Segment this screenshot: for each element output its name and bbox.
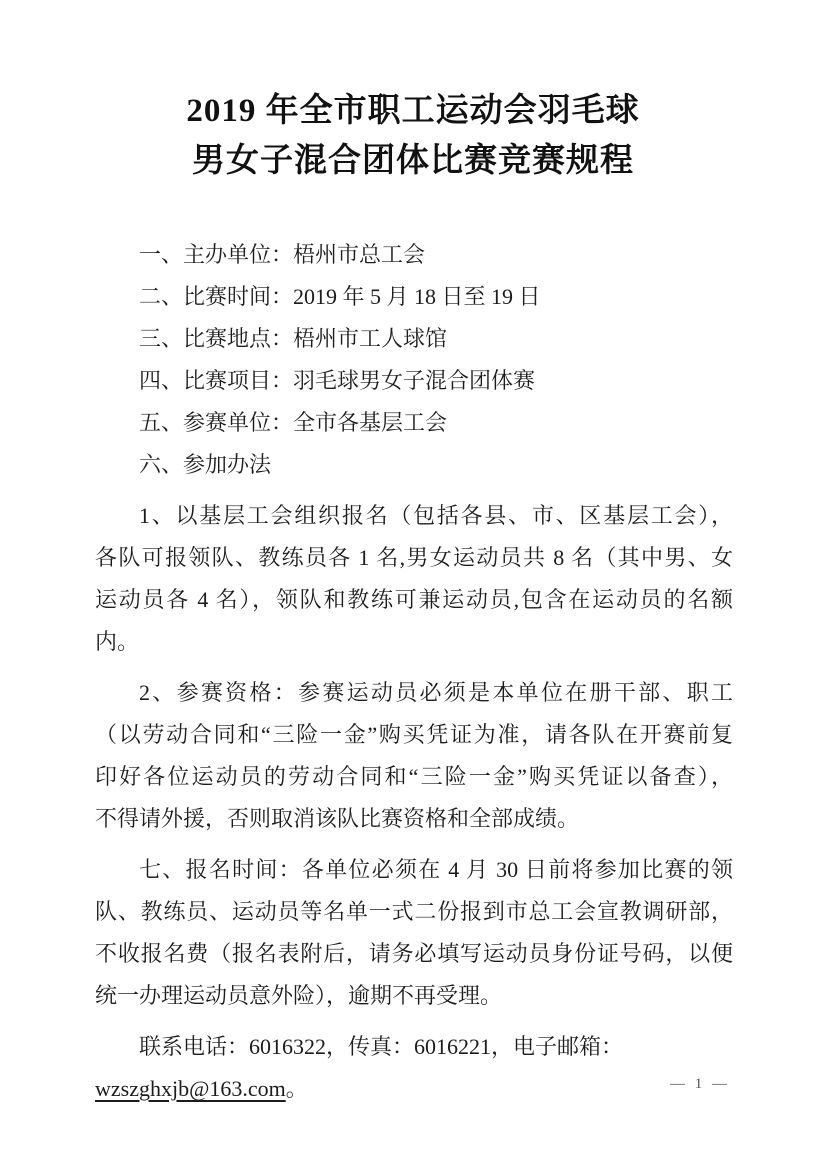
paragraph-deadline: [95, 849, 733, 1017]
contact-line: [95, 1026, 733, 1110]
list-item-time: 二、比赛时间：2019 年 5 月 18 日至 19 日: [139, 284, 541, 309]
email-text: wzszghxjb@163.com: [95, 1076, 286, 1101]
paragraph-line: 七、报名时间：各单位必须在 4 月 30 日前将参加比赛的领: [139, 857, 733, 882]
document-body: [95, 234, 733, 1110]
contact-suffix: 。: [285, 1076, 308, 1101]
paragraph-line: 印好各位运动员的劳动合同和“三险一金”购买凭证以备查），: [95, 764, 734, 789]
list-item-participants: 五、参赛单位：全市各基层工会: [139, 410, 448, 435]
document-title: [0, 86, 826, 186]
paragraph-line: 队、教练员、运动员等名单一式二份报到市总工会宣教调研部，: [95, 899, 733, 924]
paragraph-line: 2、参赛资格：参赛运动员必须是本单位在册干部、职工: [139, 680, 733, 705]
paragraph-line: 运动员各 4 名），领队和教练可兼运动员,包含在运动员的名额: [95, 587, 733, 612]
list-item-organizer: 一、主办单位：梧州市总工会: [139, 242, 426, 267]
list-item-method: 六、参加办法: [139, 452, 272, 477]
paragraph-line: 1、以基层工会组织报名（包括各县、市、区基层工会），: [139, 503, 733, 528]
title-line-2: 男女子混合团体比赛竞赛规程: [192, 143, 634, 179]
contact-text: 联系电话：6016322，传真：6016221，电子邮箱：: [139, 1034, 624, 1059]
paragraph-line: 统一办理运动员意外险），逾期不再受理。: [95, 983, 503, 1008]
paragraph-line: 不收报名费（报名表附后，请务必填写运动员身份证号码，以便: [95, 941, 733, 966]
paragraph-line: 内。: [95, 629, 140, 654]
paragraph-line: （以劳动合同和“三险一金”购买凭证为准，请各队在开赛前复: [95, 722, 733, 747]
list-item-venue: 三、比赛地点：梧州市工人球馆: [139, 326, 448, 351]
paragraph-line: 不得请外援，否则取消该队比赛资格和全部成绩。: [95, 806, 580, 831]
page-number: — 1 —: [670, 1076, 730, 1092]
title-line-1: 2019 年全市职工运动会羽毛球: [186, 93, 640, 129]
list-item-event: 四、比赛项目：羽毛球男女子混合团体赛: [139, 368, 536, 393]
paragraph-eligibility: [95, 672, 733, 840]
paragraph-line: 各队可报领队、教练员各 1 名,男女运动员共 8 名（其中男、女: [95, 545, 733, 570]
paragraph-registration: [95, 495, 733, 663]
